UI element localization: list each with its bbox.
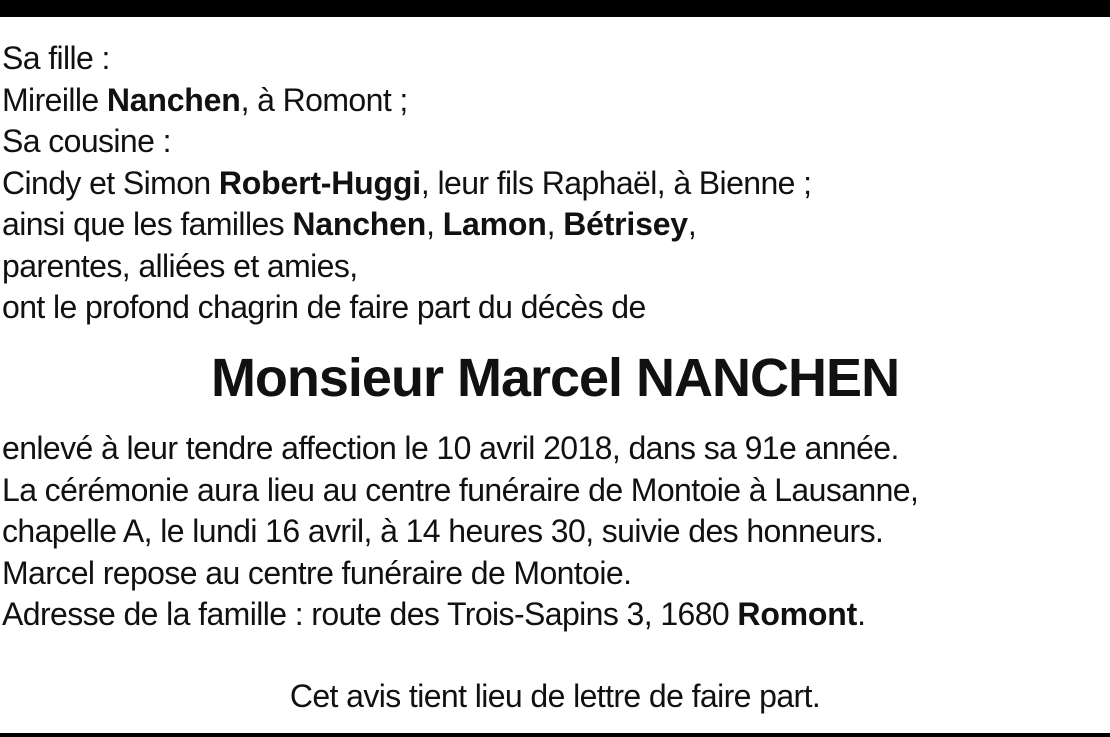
relatives-line: parentes, alliées et amies,: [2, 247, 358, 284]
ceremony-details: [2, 428, 1102, 636]
address-end: .: [857, 596, 866, 632]
cousin-last-name: Robert-Huggi: [218, 164, 421, 201]
announcement-line: ont le profond chagrin de faire part du décès de: [2, 289, 646, 325]
daughter-first-name: Mireille: [2, 81, 107, 118]
family-announcement: [2, 38, 1102, 329]
families-separator-2: ,: [546, 206, 564, 242]
top-border-rule: [0, 0, 1110, 17]
family-name-2: Lamon: [442, 206, 547, 242]
ceremony-line-1: La cérémonie aura lieu au centre funéraire de Montoie à Lausanne,: [2, 471, 919, 508]
daughter-label: Sa fille :: [2, 40, 110, 76]
bottom-border-rule: [0, 733, 1110, 737]
address-prefix: Adresse de la famille : route des Trois-Sapins 3, 1680: [2, 596, 738, 632]
cousin-label: Sa cousine :: [2, 123, 171, 159]
ceremony-line-2: chapelle A, le lundi 16 avril, à 14 heures 30, suivie des honneurs.: [2, 513, 884, 549]
death-line: enlevé à leur tendre affection le 10 avril 2018, dans sa 91e année.: [2, 430, 899, 466]
family-name-3: Bétrisey: [563, 206, 688, 242]
daughter-line: [2, 80, 1102, 122]
address-line: [2, 594, 1102, 636]
repose-line: Marcel repose au centre funéraire de Montoie.: [2, 554, 632, 591]
cousin-first-names: Cindy et Simon: [2, 164, 219, 201]
daughter-last-name: Nanchen: [106, 81, 241, 118]
deceased-name: Monsieur Marcel NANCHEN: [210, 348, 900, 408]
cousin-line: [2, 163, 1102, 205]
family-name-1: Nanchen: [292, 206, 427, 242]
families-intro: ainsi que les familles: [2, 206, 293, 242]
address-city: Romont: [737, 596, 858, 632]
daughter-place: , à Romont ;: [240, 81, 408, 118]
cousin-rest: , leur fils Raphaël, à Bienne ;: [420, 164, 812, 201]
families-separator-1: ,: [426, 206, 443, 242]
closing-note: Cet avis tient lieu de lettre de faire part.: [289, 678, 821, 714]
families-end: ,: [687, 206, 697, 242]
families-line: [2, 204, 1102, 246]
